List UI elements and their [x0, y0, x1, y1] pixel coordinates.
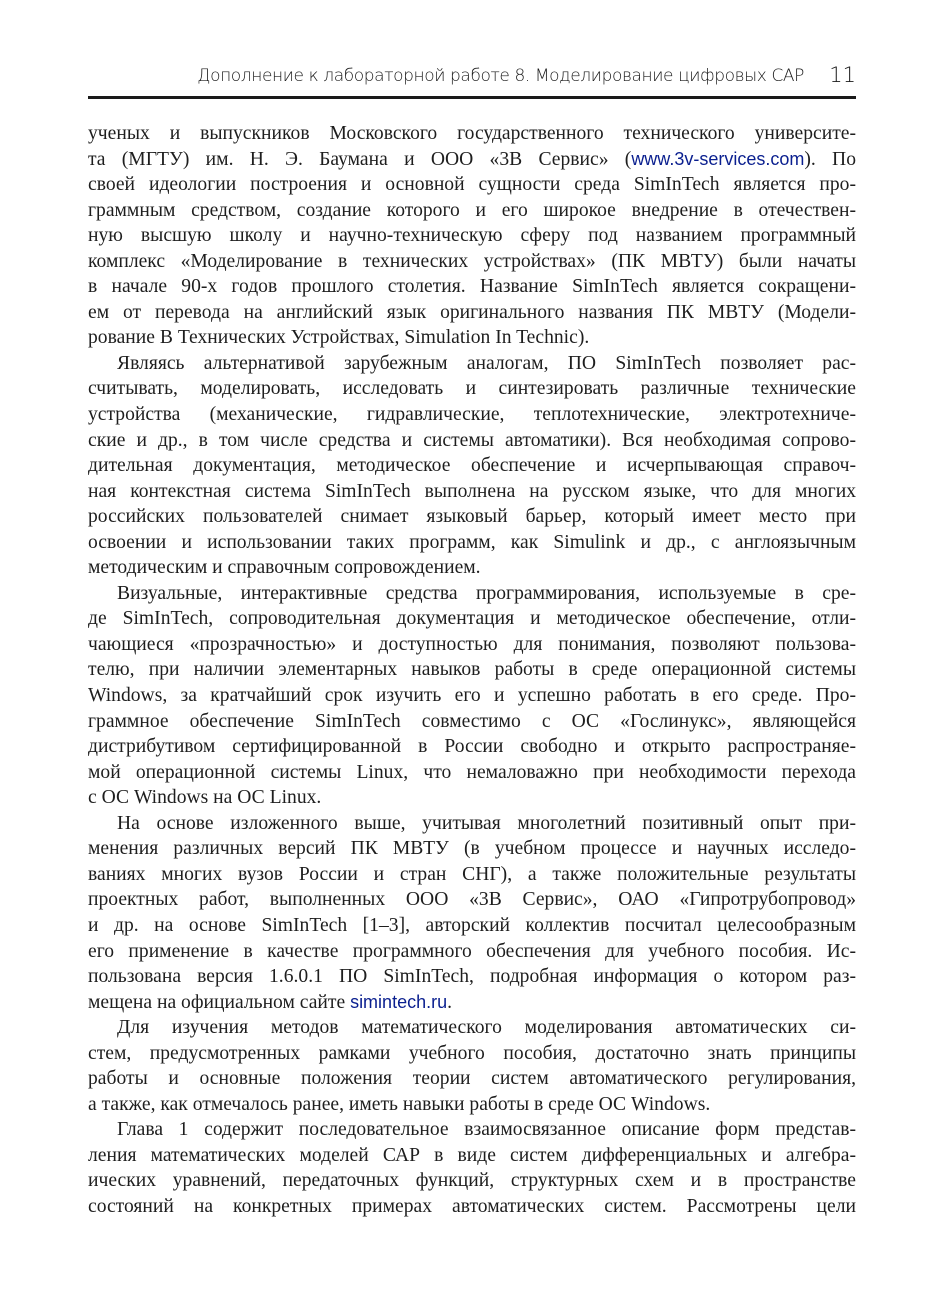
- header-rule: [88, 96, 856, 99]
- text-line: его применение в качестве программного обеспечения для учебного пособия. Ис-: [88, 940, 856, 962]
- text-line: Глава 1 содержит последовательное взаимосвязанное описание форм представ-: [117, 1119, 856, 1141]
- text-line: стем, предусмотренных рамками учебного пособия, достаточно знать принципы: [88, 1042, 856, 1064]
- text-line: мой операционной системы Linux, что немаловажно при необходимости перехода: [88, 761, 856, 783]
- text-line: методическим и справочным сопровождением.: [88, 557, 481, 579]
- text-line: ем от перевода на английский язык оригинального названия ПК МВТУ (Модели-: [88, 301, 856, 323]
- text-line: пользована версия 1.6.0.1 ПО SimInTech, подробная информация о котором раз-: [88, 966, 856, 988]
- text-line: телю, при наличии элементарных навыков работы в среде операционной системы: [88, 659, 856, 681]
- text-line: дительная документация, методическое обеспечение и исчерпывающая справоч-: [88, 455, 856, 477]
- text-line: Являясь альтернативой зарубежным аналогам, ПО SimInTech позволяет рас-: [117, 352, 856, 374]
- text-line: менения различных версий ПК МВТУ (в учебном процессе и научных исследо-: [88, 838, 856, 860]
- text-span: та (МГТУ) им. Н. Э. Баумана и ООО «3В Сервис» (: [88, 148, 632, 170]
- text-span: ). По: [804, 148, 856, 170]
- text-line: работы и основные положения теории систем автоматического регулирования,: [88, 1068, 856, 1090]
- text-line: Визуальные, интерактивные средства программирования, используемые в сре-: [117, 582, 856, 604]
- text-line: дистрибутивом сертифицированной в России свободно и открыто распространяе-: [88, 736, 856, 758]
- text-line: комплекс «Моделирование в технических устройствах» (ПК МВТУ) были начаты: [88, 250, 856, 272]
- text-line: граммным средством, создание которого и его широкое внедрение в отечествен-: [88, 199, 856, 221]
- text-line: рование В Технических Устройствах, Simulation In Technic).: [88, 327, 590, 349]
- text-line: [88, 990, 856, 1016]
- page-number: 11: [829, 63, 856, 87]
- text-line: чающиеся «прозрачностью» и доступностью для понимания, позволяют пользова-: [88, 633, 856, 655]
- text-line: своей идеологии построения и основной сущности среда SimInTech является про-: [88, 174, 856, 196]
- text-line: ная контекстная система SimInTech выполнена на русском языке, что для многих: [88, 480, 856, 502]
- paragraph-2: [88, 351, 856, 581]
- running-header: [88, 62, 856, 92]
- link-simintech[interactable]: simintech.ru: [350, 991, 448, 1012]
- text-line: де SimInTech, сопроводительная документация и методическое обеспечение, отли-: [88, 608, 856, 630]
- paragraph-4: [88, 811, 856, 1015]
- paragraph-6: [88, 1117, 856, 1219]
- text-line: с ОС Windows на ОС Linux.: [88, 787, 322, 809]
- text-line: ную высшую школу и научно-техническую сферу под названием программный: [88, 225, 856, 247]
- paragraph-1: [88, 121, 856, 351]
- running-header-title: Дополнение к лабораторной работе 8. Моделирование цифровых САР: [197, 66, 804, 86]
- text-line: ваниях многих вузов России и стран СНГ), а также положительные результаты: [88, 863, 856, 885]
- text-line: На основе изложенного выше, учитывая многолетний позитивный опыт при-: [117, 812, 856, 834]
- text-line: считывать, моделировать, исследовать и синтезировать различные технические: [88, 378, 856, 400]
- paragraph-3: [88, 581, 856, 811]
- text-line: ических уравнений, передаточных функций, структурных схем и в пространстве: [88, 1170, 856, 1192]
- text-line: граммное обеспечение SimInTech совместимо с ОС «Гослинукс», являющейся: [88, 710, 856, 732]
- text-line: освоении и использовании таких программ, как Simulink и др., с англоязычным: [88, 531, 856, 553]
- paragraph-5: [88, 1015, 856, 1117]
- text-line: Для изучения методов математического моделирования автоматических си-: [117, 1017, 856, 1039]
- text-line: российских пользователей снимает языковый барьер, который имеет место при: [88, 506, 856, 528]
- text-span: .: [447, 991, 452, 1013]
- text-line: в начале 90-х годов прошлого столетия. Название SimInTech является сокращени-: [88, 276, 856, 298]
- text-line: [88, 147, 856, 173]
- text-line: ления математических моделей САР в виде систем дифференциальных и алгебра-: [88, 1144, 856, 1166]
- body-text: [88, 121, 856, 1220]
- text-line: проектных работ, выполненных ООО «3В Сервис», ОАО «Гипротрубопровод»: [88, 889, 856, 911]
- text-line: и др. на основе SimInTech [1–3], авторский коллектив посчитал целесообразным: [88, 914, 856, 936]
- text-line: ские и др., в том числе средства и системы автоматики). Вся необходимая сопрово-: [88, 429, 856, 451]
- text-line: ученых и выпускников Московского государственного технического университе-: [88, 123, 856, 144]
- link-3v-services[interactable]: www.3v-services.com: [631, 148, 805, 169]
- text-line: Windows, за кратчайший срок изучить его и успешно работать в его среде. Про-: [88, 685, 856, 707]
- text-span: мещена на официальном сайте: [88, 991, 351, 1013]
- text-line: состояний на конкретных примерах автоматических систем. Рассмотрены цели: [88, 1195, 856, 1217]
- text-line: а также, как отмечалось ранее, иметь навыки работы в среде ОС Windows.: [88, 1093, 711, 1115]
- text-line: устройства (механические, гидравлические, теплотехнические, электротехниче-: [88, 404, 856, 426]
